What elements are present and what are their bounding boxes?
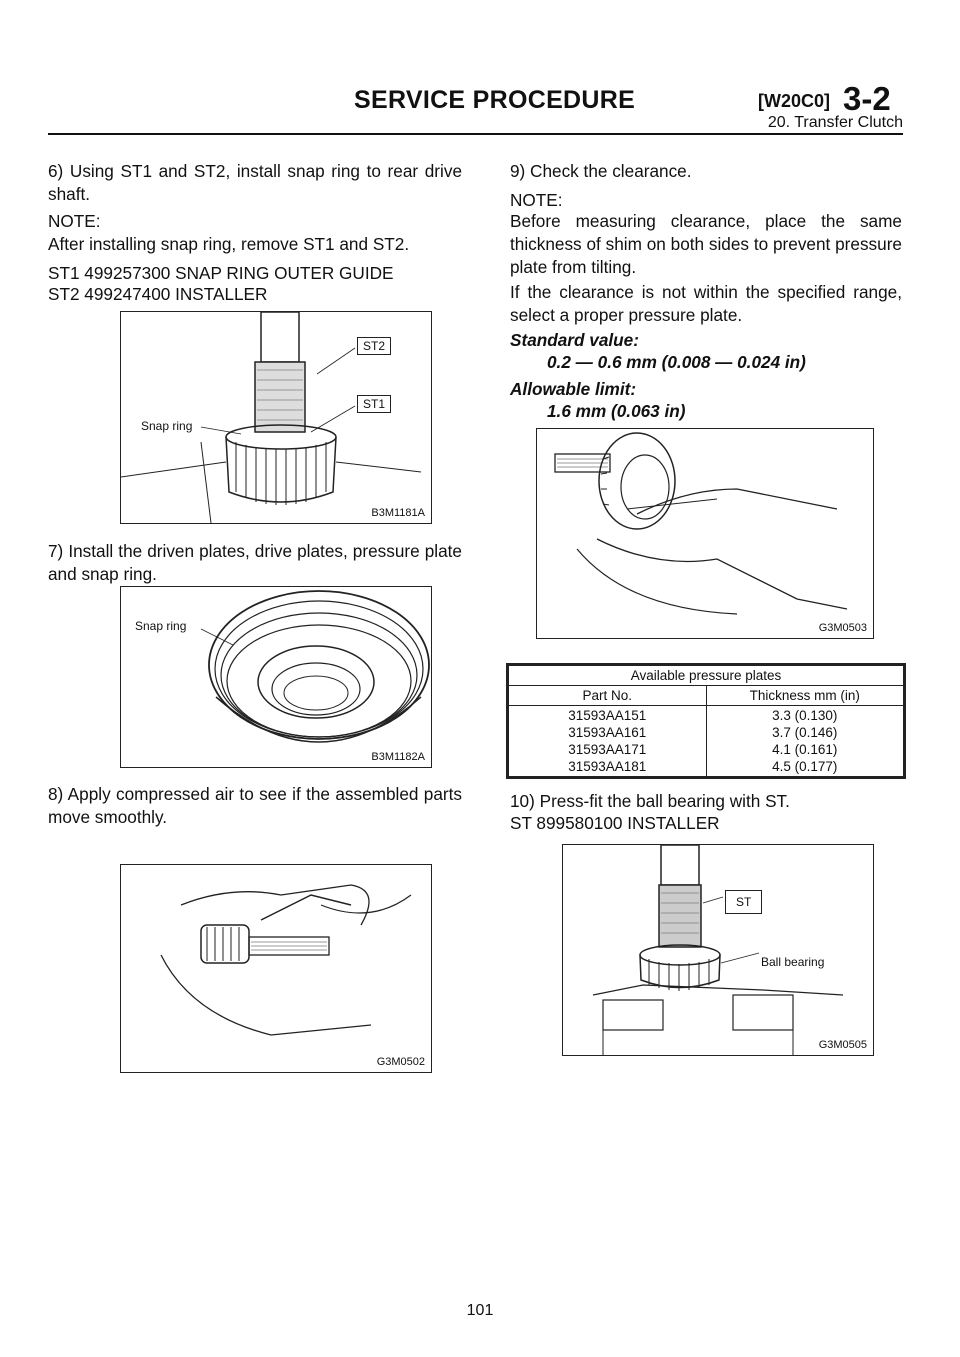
label-st2: ST2 xyxy=(357,337,391,355)
page-number: 101 xyxy=(466,1302,494,1319)
clutch-pack-illustration xyxy=(121,587,431,767)
clearance-check-illustration xyxy=(537,429,873,638)
tool-st: ST 899580100 INSTALLER xyxy=(510,813,720,833)
table-header-part-no: Part No. xyxy=(509,686,707,706)
note-label-right: NOTE: xyxy=(510,190,563,210)
figure-id: G3M0505 xyxy=(818,1039,867,1051)
step-10-text: 10) Press-fit the ball bearing with ST. xyxy=(510,791,790,811)
table-cell: 4.1 (0.161) xyxy=(772,742,838,757)
step-6-text: 6) Using ST1 and ST2, install snap ring to rear drive shaft. xyxy=(48,161,462,204)
figure-b3m1182a xyxy=(120,586,432,768)
table-cell: 3.3 (0.130) xyxy=(772,708,838,723)
page-header-title: SERVICE PROCEDURE xyxy=(354,86,636,114)
figure-id: G3M0503 xyxy=(818,622,867,634)
figure-id: B3M1181A xyxy=(371,507,425,519)
allowable-limit-label: Allowable limit: xyxy=(510,379,637,399)
label-snap-ring: Snap ring xyxy=(135,619,187,633)
part-numbers-cell xyxy=(509,706,707,777)
label-st1: ST1 xyxy=(357,395,391,413)
clearance-paragraph: If the clearance is not within the specified range, select a proper pressure plate. xyxy=(510,282,902,325)
table-cell: 4.5 (0.177) xyxy=(772,759,838,774)
pressure-plate-table xyxy=(506,663,906,779)
step-9-text: 9) Check the clearance. xyxy=(510,161,692,181)
table-cell: 31593AA161 xyxy=(568,725,647,740)
table-header-thickness: Thickness mm (in) xyxy=(706,686,904,706)
figure-b3m1181a xyxy=(120,311,432,524)
thickness-cell xyxy=(706,706,904,777)
note-label: NOTE: xyxy=(48,211,101,231)
allowable-limit-value: 1.6 mm (0.063 in) xyxy=(547,401,686,421)
figure-g3m0505 xyxy=(562,844,874,1056)
figure-g3m0502 xyxy=(120,864,432,1073)
page-subtitle: 20. Transfer Clutch xyxy=(767,114,903,131)
bearing-press-illustration xyxy=(563,845,873,1055)
table-title: Available pressure plates xyxy=(509,666,904,686)
table-cell: 31593AA171 xyxy=(568,742,647,757)
note-text-right: Before measuring clearance, place the same thickness of shim on both sides to prevent pressure plate from tilting. xyxy=(510,211,902,277)
note-text: After installing snap ring, remove ST1 and ST2. xyxy=(48,234,410,254)
table-cell: 31593AA181 xyxy=(568,759,647,774)
label-st: ST xyxy=(725,890,762,914)
step-8-text: 8) Apply compressed air to see if the assembled parts move smoothly. xyxy=(48,784,462,827)
standard-value-label: Standard value: xyxy=(510,330,639,350)
figure-id: B3M1182A xyxy=(371,751,425,763)
air-gun-illustration xyxy=(121,865,431,1072)
label-snap-ring: Snap ring xyxy=(141,419,193,433)
tool-st2: ST2 499247400 INSTALLER xyxy=(48,284,268,304)
header-rule xyxy=(48,133,903,135)
section-number: 3-2 xyxy=(843,80,891,117)
section-code: [W20C0] xyxy=(758,91,831,111)
table-cell: 31593AA151 xyxy=(568,708,647,723)
table-cell: 3.7 (0.146) xyxy=(772,725,838,740)
tool-st1: ST1 499257300 SNAP RING OUTER GUIDE xyxy=(48,263,394,283)
standard-value: 0.2 — 0.6 mm (0.008 — 0.024 in) xyxy=(547,352,806,372)
step-7-text: 7) Install the driven plates, drive plates, pressure plate and snap ring. xyxy=(48,541,462,584)
label-ball-bearing: Ball bearing xyxy=(761,955,825,969)
figure-id: G3M0502 xyxy=(376,1056,425,1068)
figure-g3m0503 xyxy=(536,428,874,639)
